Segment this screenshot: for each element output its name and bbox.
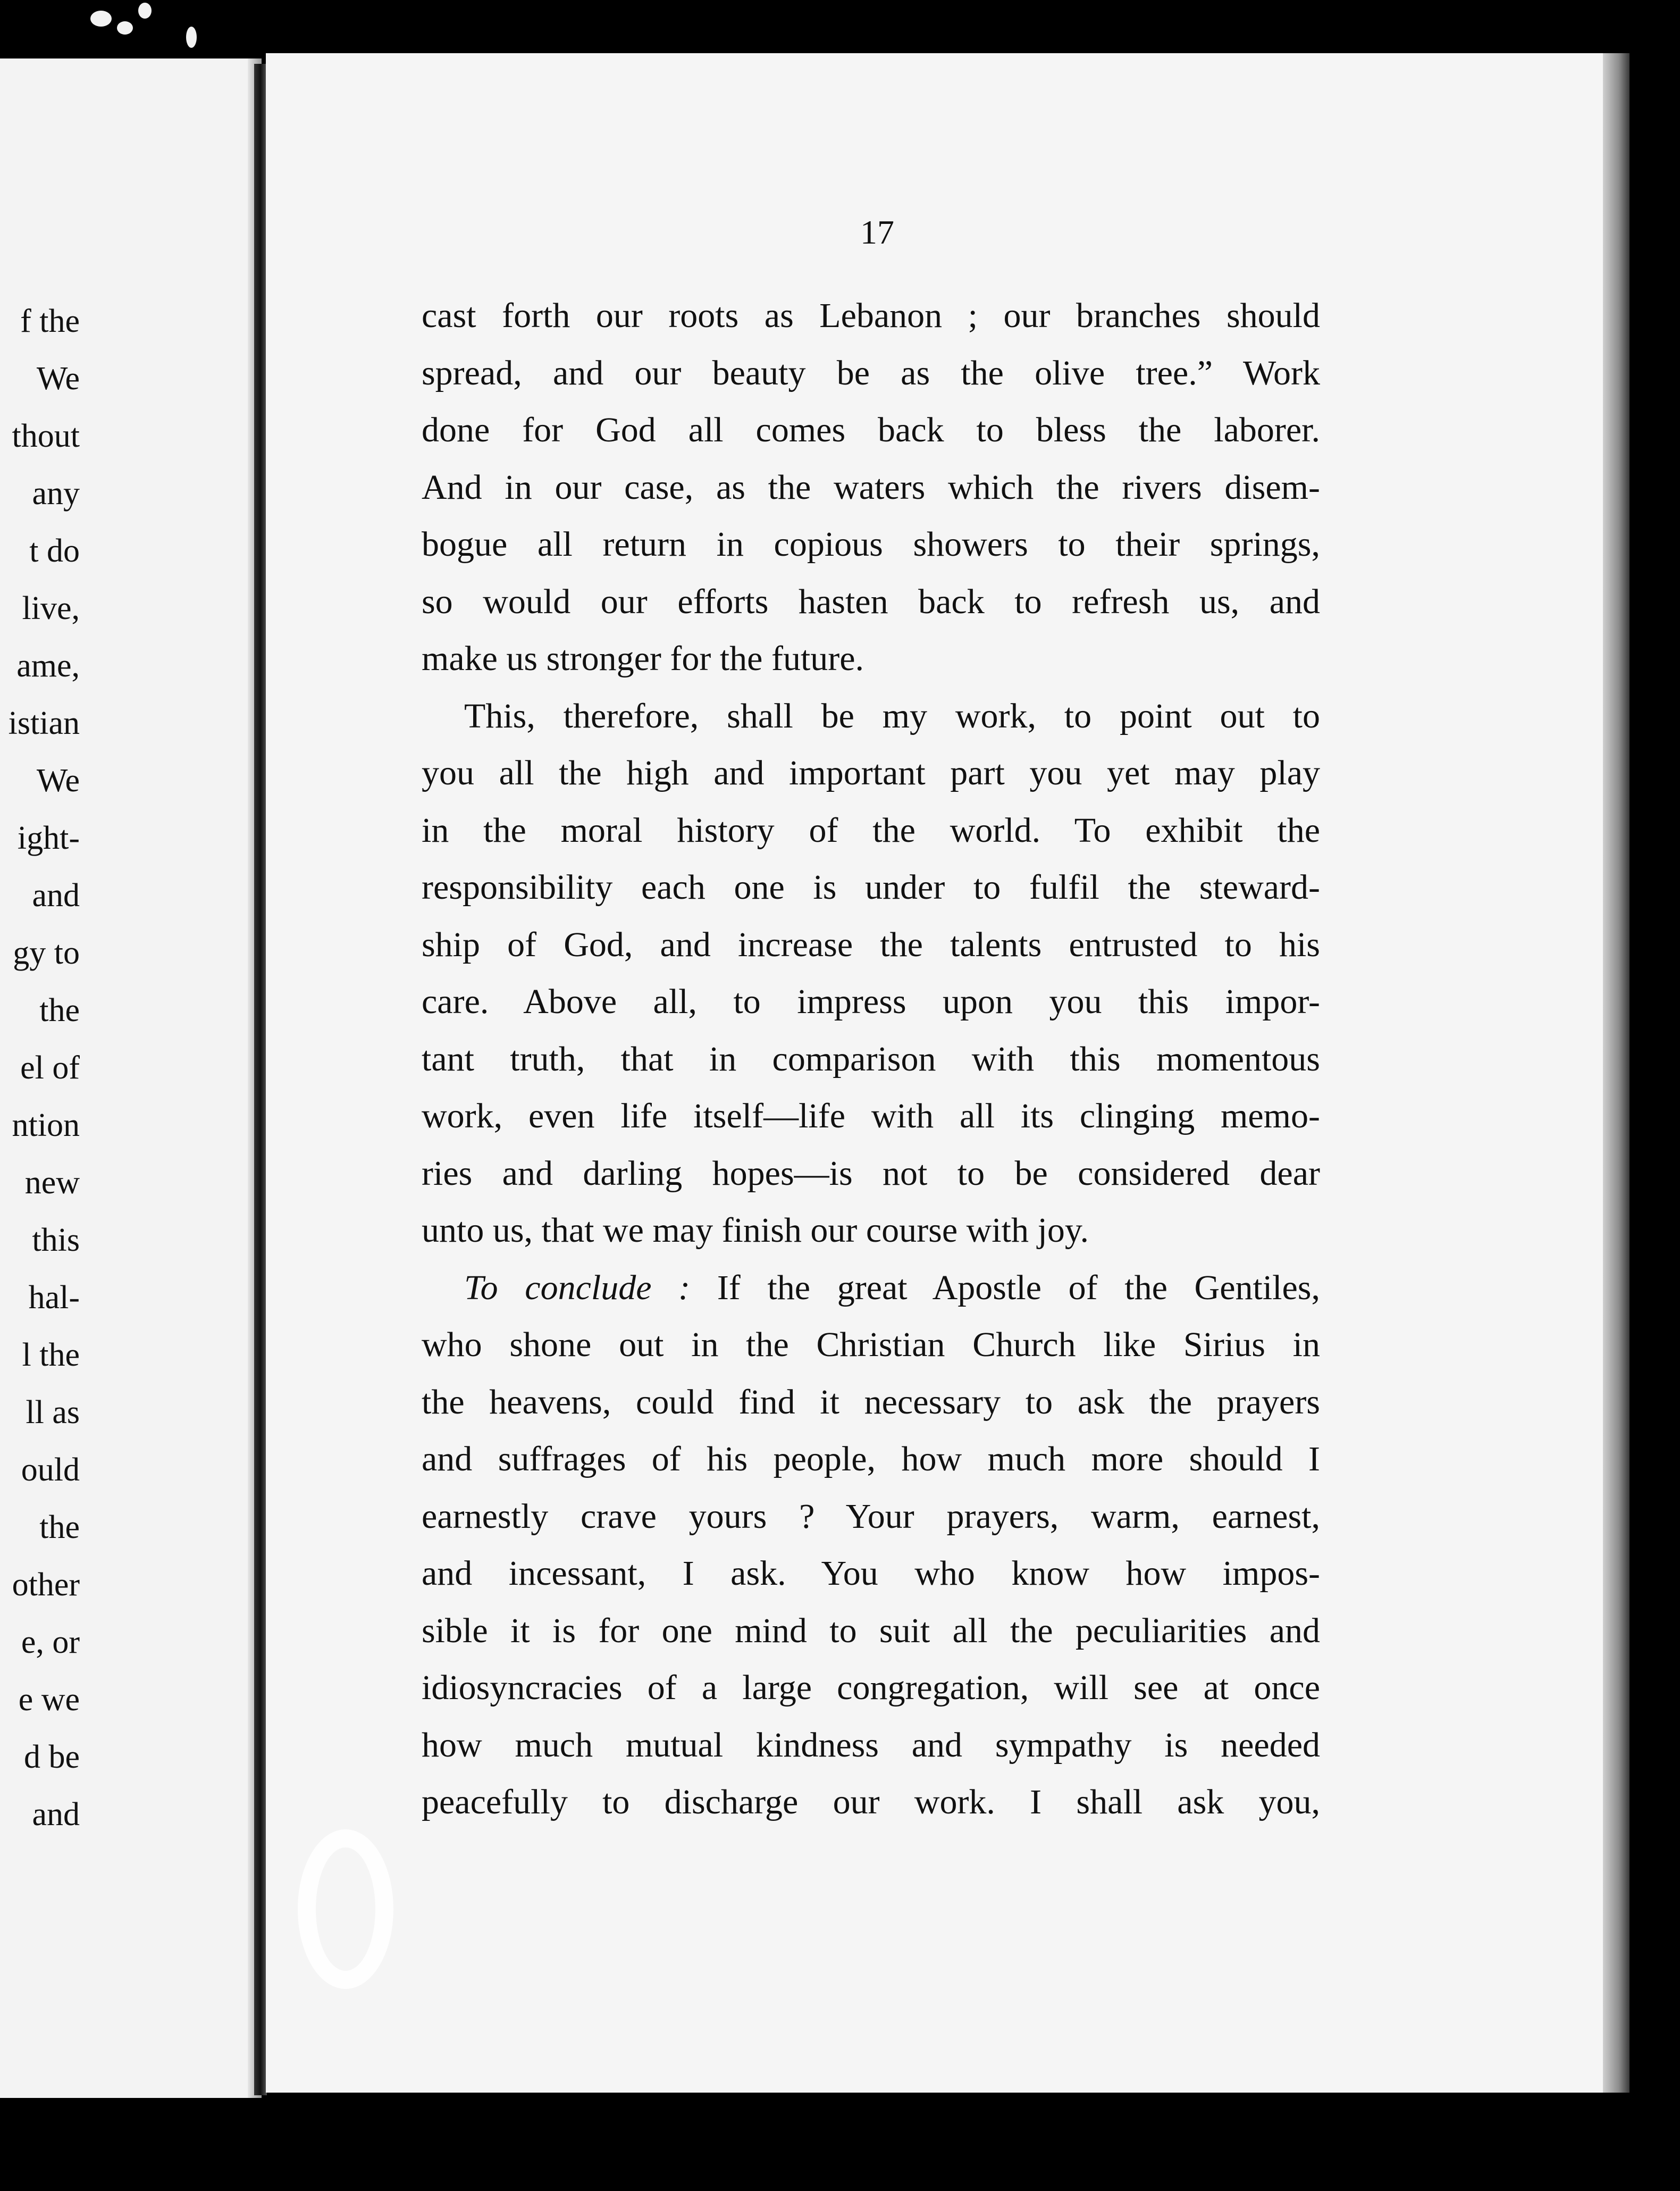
left-line: istian (8, 705, 80, 741)
text-line: work, even life itself—life with all its clinging memo- (422, 1097, 1320, 1135)
left-line: any (32, 475, 80, 512)
left-line: thout (12, 418, 80, 454)
text-line: ries and darling hopes—is not to be considered dear (422, 1153, 1320, 1193)
left-line: f the (20, 303, 80, 339)
left-line: live, (22, 590, 80, 626)
left-line: t do (29, 533, 80, 569)
left-line: the (39, 992, 80, 1028)
text-line: This, therefore, shall be my work, to point out to (464, 696, 1320, 735)
text-line: ship of God, and increase the talents entrusted to his (422, 925, 1320, 964)
scan-specks (80, 0, 234, 58)
text-line: peacefully to discharge our work. I shall ask you, (422, 1783, 1320, 1821)
scan-blot (298, 1829, 393, 1989)
left-page (0, 58, 262, 2098)
text-span: If the great Apostle of the Gentiles, (717, 1268, 1320, 1307)
text-line: responsibility each one is under to fulfil the steward- (422, 868, 1320, 907)
left-line: ight- (17, 820, 80, 856)
left-line: ould (21, 1452, 80, 1488)
text-line: idiosyncracies of a large congregation, will see at once (422, 1668, 1320, 1707)
italic-lead: To conclude : (464, 1268, 691, 1307)
text-line: earnestly crave yours ? Your prayers, warm, earnest, (422, 1496, 1320, 1536)
left-line: e we (18, 1682, 80, 1718)
text-line (422, 1259, 1320, 1317)
text-line: spread, and our beauty be as the olive tree.” Work (422, 353, 1320, 392)
text-line: And in our case, as the waters which the rivers disem- (422, 467, 1320, 507)
left-line: the (39, 1509, 80, 1545)
left-line: el of (20, 1050, 80, 1086)
text-line: you all the high and important part you yet may play (422, 754, 1320, 792)
left-line: and (32, 877, 80, 914)
text-line: tant truth, that in comparison with this momentous (422, 1039, 1320, 1078)
right-page (266, 53, 1611, 2093)
left-line: d be (23, 1739, 80, 1775)
left-line: and (32, 1796, 80, 1833)
left-line: ntion (12, 1107, 80, 1143)
text-line: unto us, that we may finish our course with joy. (422, 1211, 1089, 1250)
left-line: ll as (26, 1394, 80, 1431)
left-line: e, or (21, 1624, 80, 1660)
left-line: other (12, 1567, 80, 1603)
text-line: and suffrages of his people, how much more should I (422, 1440, 1320, 1478)
book-gutter (254, 64, 267, 2095)
text-line: sible it is for one mind to suit all the peculiarities and (422, 1611, 1320, 1650)
page-number: 17 (860, 213, 894, 251)
text-line: make us stronger for the future. (422, 639, 864, 678)
left-line: gy to (13, 935, 80, 971)
text-line: done for God all comes back to bless the laborer. (422, 411, 1320, 449)
text-line: cast forth our roots as Lebanon ; our branches should (422, 296, 1320, 335)
text-line: who shone out in the Christian Church like Sirius in (422, 1325, 1320, 1364)
left-line: ame, (16, 648, 80, 684)
left-line: We (36, 361, 80, 397)
left-line: new (24, 1165, 80, 1201)
text-line: bogue all return in copious showers to their springs, (422, 525, 1320, 564)
left-line: this (32, 1222, 80, 1258)
text-line: care. Above all, to impress upon you this impor- (422, 982, 1320, 1021)
left-page-text (0, 292, 80, 1843)
left-line: We (36, 763, 80, 799)
text-line: how much mutual kindness and sympathy is needed (422, 1725, 1320, 1764)
left-line: hal- (28, 1280, 80, 1316)
text-line: so would our efforts hasten back to refresh us, and (422, 582, 1320, 621)
body-text (422, 287, 1320, 1831)
text-line: in the moral history of the world. To exhibit the (422, 810, 1320, 850)
text-line: and incessant, I ask. You who know how impos- (422, 1554, 1320, 1593)
text-line: the heavens, could find it necessary to ask the prayers (422, 1382, 1320, 1421)
page-edge (1603, 53, 1629, 2093)
left-line: l the (22, 1337, 80, 1373)
